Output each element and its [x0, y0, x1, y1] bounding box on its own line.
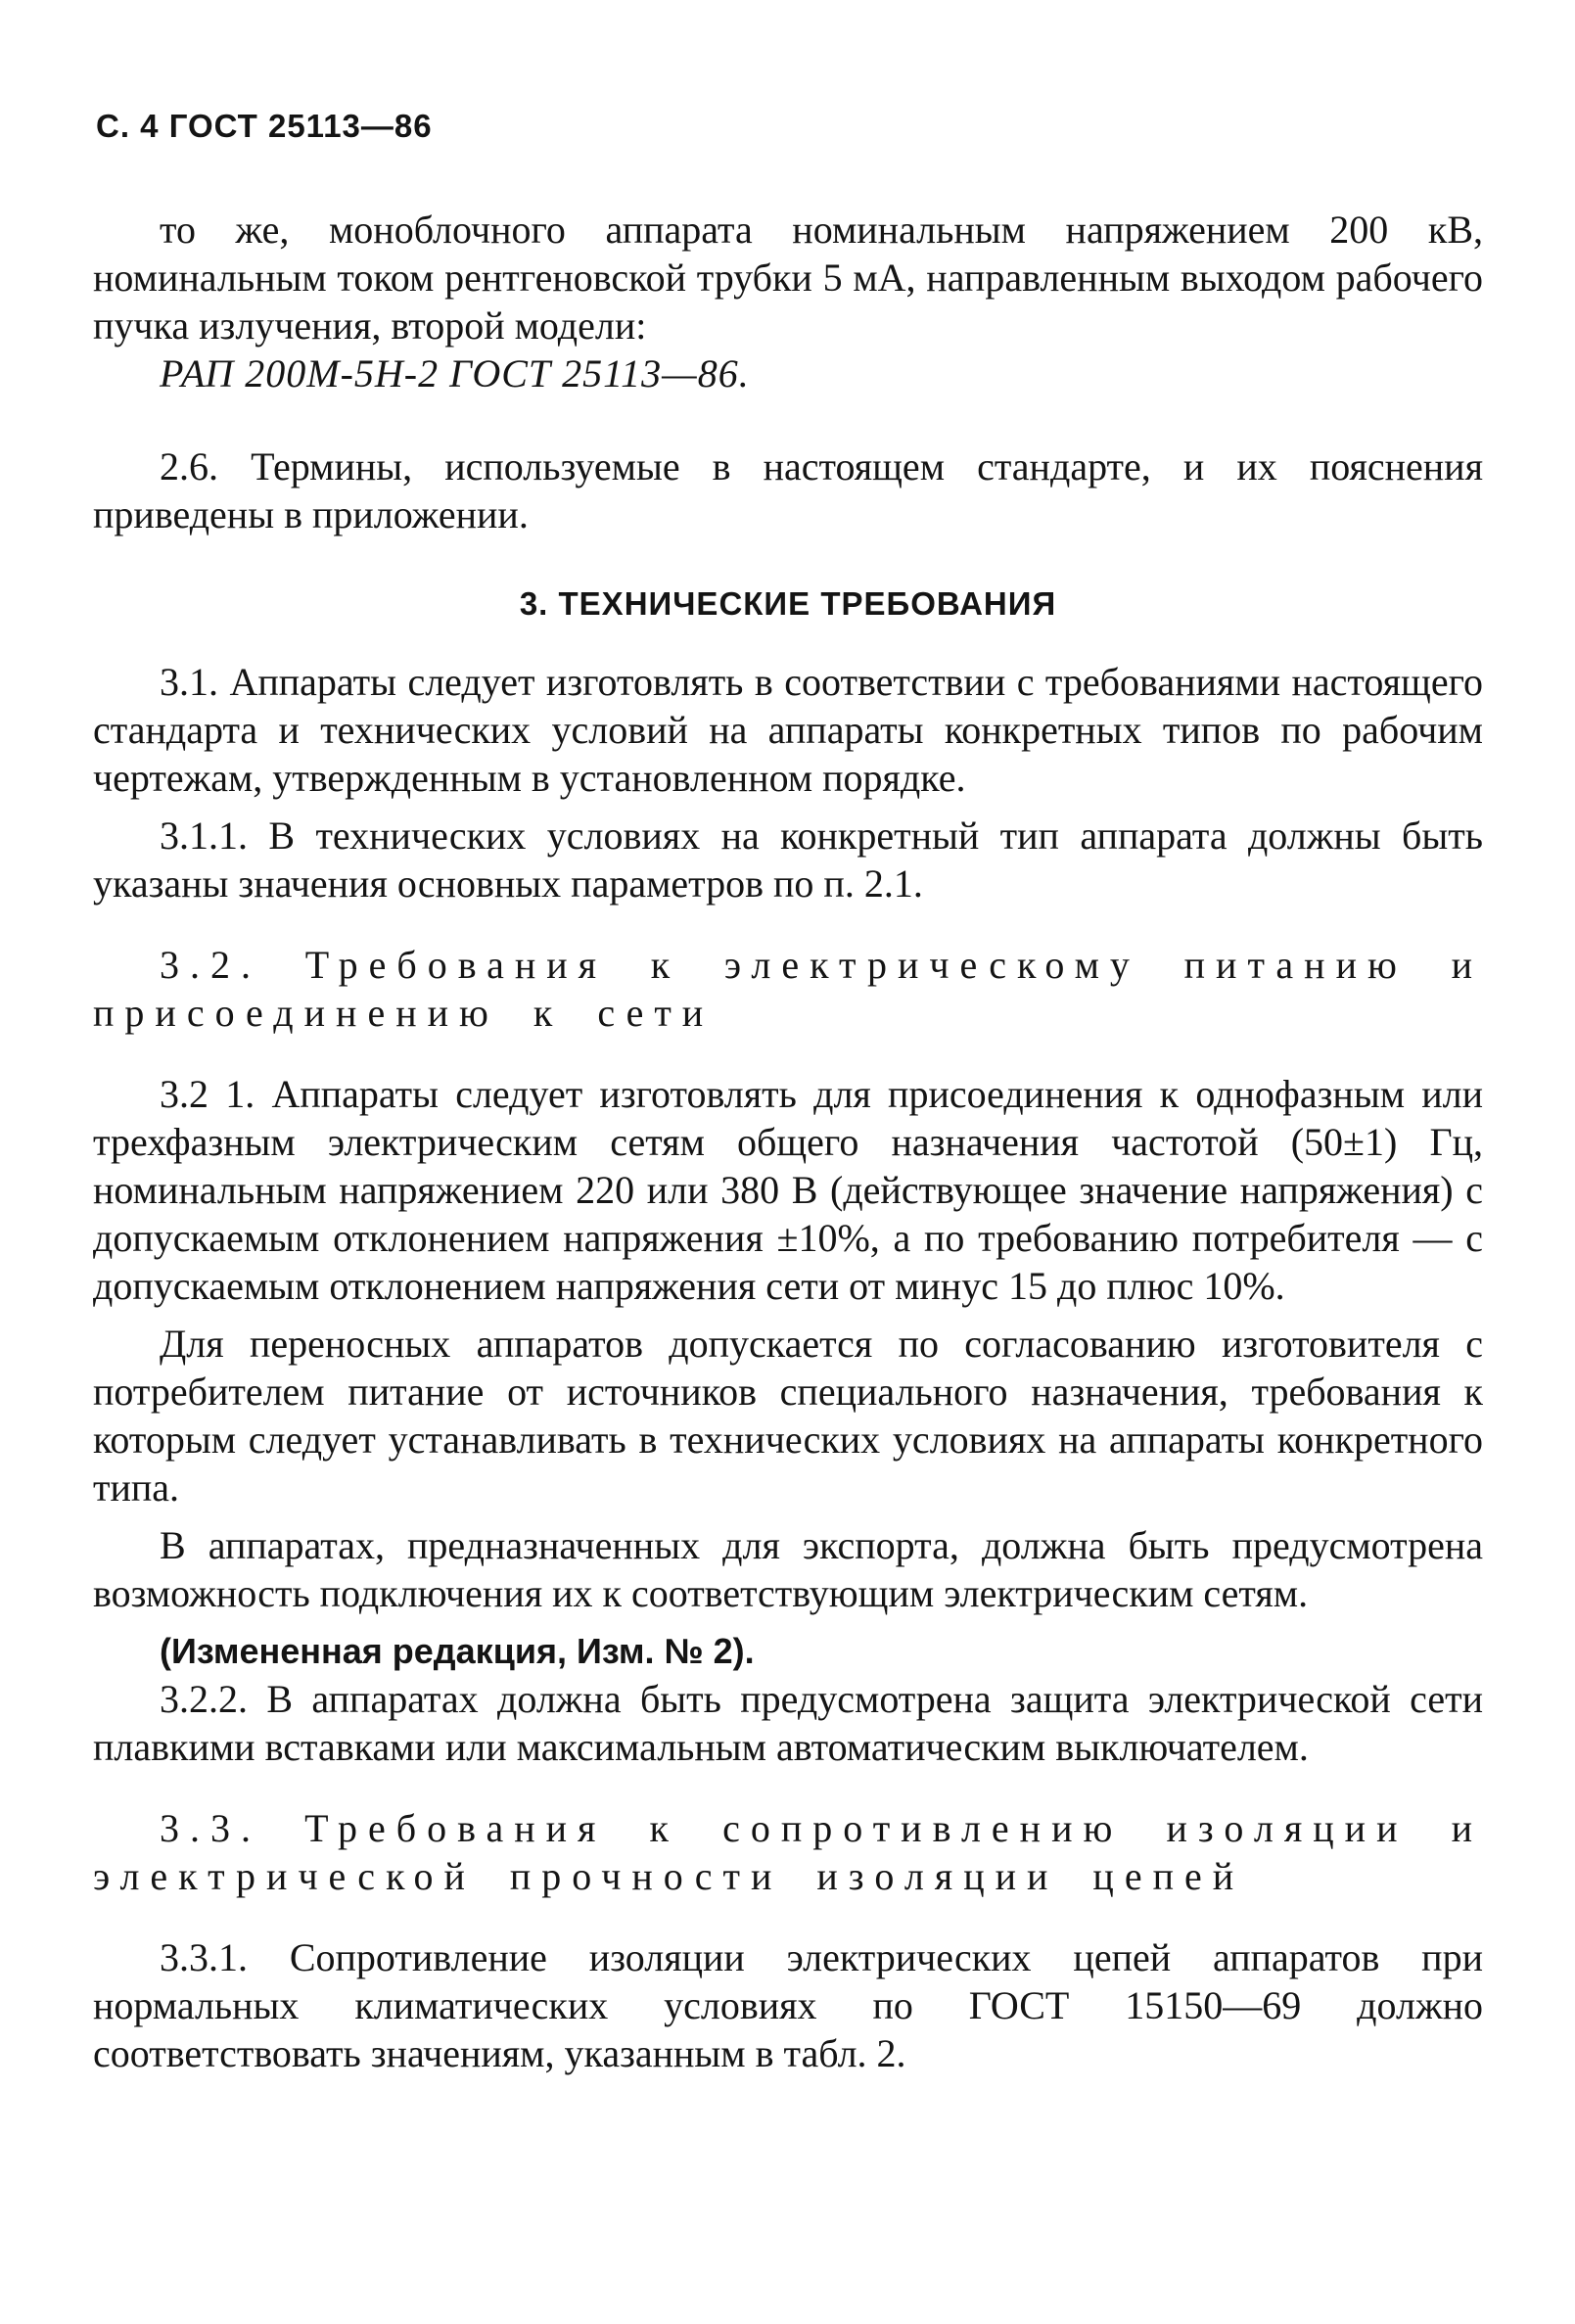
- subsection-3-2-heading: 3.2. Требования к электрическому питанию и присоединению к сети: [93, 943, 1483, 1035]
- subsection-3-3-heading: 3.3. Требования к сопротивлению изоляции и электрической прочности изоляции цепей: [93, 1806, 1483, 1898]
- document-page: [93, 108, 1483, 2077]
- section-3-title: 3. ТЕХНИЧЕСКИЕ ТРЕБОВАНИЯ: [519, 585, 1057, 622]
- paragraph-3-1-1: 3.1.1. В технических условиях на конкретный тип аппарата должны быть указаны значения основных параметров по п. 2.1.: [93, 813, 1483, 906]
- page-header: С. 4 ГОСТ 25113—86: [96, 108, 433, 144]
- paragraph-export: В аппаратах, предназначенных для экспорта, должна быть предусмотрена возможность подключения их к соответствующим электрическим сетям.: [93, 1523, 1483, 1615]
- amendment-note: (Измененная редакция, Изм. № 2).: [160, 1631, 755, 1671]
- paragraph-3-2-2: 3.2.2. В аппаратах должна быть предусмотрена защита электрической сети плавкими вставками или максимальным автоматическим выключателем.: [93, 1677, 1483, 1769]
- paragraph-2-6: 2.6. Термины, используемые в настоящем стандарте, и их пояснения приведены в приложении.: [93, 444, 1483, 536]
- paragraph-portable: Для переносных аппаратов допускается по согласованию изготовителя с потребителем питание от источников специального назначения, требования к которым следует устанавливать в технических условиях на аппараты конкретного типа.: [93, 1322, 1483, 1510]
- paragraph-3-2-1: 3.2 1. Аппараты следует изготовлять для присоединения к однофазным или трехфазным электрическим сетям общего назначения частотой (50±1) Гц, номинальным напряжением 220 или 380 В (действующее значение напряжения) с допускаемым отклонением напряжения ±10%, а по требованию потребителя — с допускаемым отклонением напряжения сети от минус 15 до плюс 10%.: [93, 1072, 1483, 1308]
- paragraph-3-1: 3.1. Аппараты следует изготовлять в соответствии с требованиями настоящего стандарта и технических условий на аппараты конкретных типов по рабочим чертежам, утвержденным в установленном порядке.: [93, 660, 1483, 800]
- paragraph-3-3-1: 3.3.1. Сопротивление изоляции электрических цепей аппаратов при нормальных климатических условиях по ГОСТ 15150—69 должно соответствовать значениям, указанным в табл. 2.: [93, 1935, 1483, 2075]
- paragraph-continuation: то же, моноблочного аппарата номинальным напряжением 200 кВ, номинальным током рентгеновской трубки 5 мА, направленным выходом рабочего пучка излучения, второй модели:: [93, 208, 1483, 348]
- designation-example: РАП 200М-5Н-2 ГОСТ 25113—86.: [160, 351, 750, 395]
